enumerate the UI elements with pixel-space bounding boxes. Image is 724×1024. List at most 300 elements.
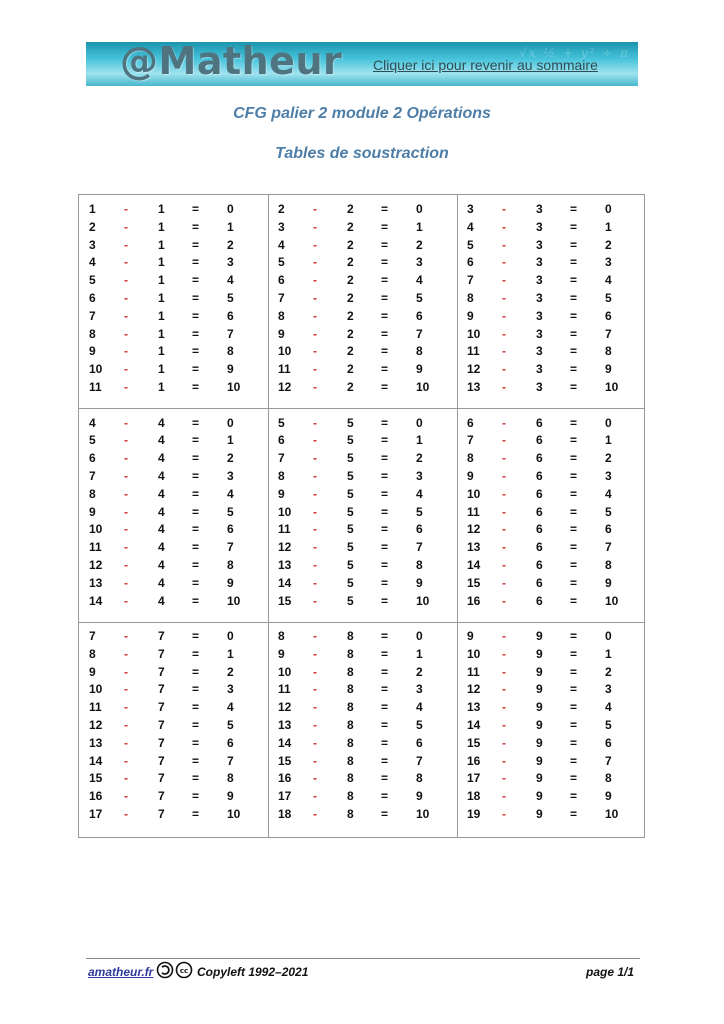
table-row <box>268 271 457 289</box>
difference: 4 <box>605 700 612 715</box>
table-row <box>268 218 457 236</box>
equals-sign: = <box>192 255 200 270</box>
equals-sign: = <box>192 326 200 341</box>
difference: 3 <box>227 682 234 697</box>
subtrahend: 7 <box>158 753 165 768</box>
table-row <box>457 253 646 271</box>
minuend: 17 <box>467 771 481 786</box>
difference: 1 <box>227 219 234 234</box>
equals-sign: = <box>570 629 578 643</box>
subtrahend: 7 <box>158 789 165 804</box>
subtrahend: 5 <box>347 486 354 501</box>
minuend: 16 <box>89 789 103 804</box>
equals-sign: = <box>570 575 578 590</box>
table-row <box>79 716 268 734</box>
table-row <box>79 342 268 360</box>
subtrahend: 3 <box>536 326 543 341</box>
equals-sign: = <box>381 682 389 697</box>
subtrahend: 7 <box>158 664 165 679</box>
minus-sign: - <box>124 540 128 555</box>
equals-sign: = <box>570 451 578 466</box>
table-row <box>268 289 457 307</box>
subtrahend: 6 <box>536 433 543 448</box>
table-row <box>268 253 457 271</box>
table-row <box>457 342 646 360</box>
page-title: CFG palier 2 module 2 Opérations <box>233 105 491 122</box>
minuend: 5 <box>89 433 96 448</box>
minus-sign: - <box>313 789 317 804</box>
minuend: 8 <box>89 326 96 341</box>
subtrahend: 5 <box>347 468 354 483</box>
subtrahend: 4 <box>158 433 165 448</box>
minuend: 3 <box>278 219 285 234</box>
equals-sign: = <box>381 273 389 288</box>
equals-sign: = <box>570 308 578 323</box>
minuend: 9 <box>467 629 474 643</box>
table-row <box>79 645 268 663</box>
equals-sign: = <box>381 522 389 537</box>
equals-sign: = <box>570 255 578 270</box>
difference: 9 <box>605 575 612 590</box>
table-row <box>79 431 268 449</box>
equals-sign: = <box>192 451 200 466</box>
table-row <box>79 449 268 467</box>
minuend: 13 <box>89 575 103 590</box>
table-row <box>268 787 457 805</box>
minuend: 10 <box>89 362 103 377</box>
equals-sign: = <box>192 540 200 555</box>
minus-sign: - <box>502 682 506 697</box>
difference: 5 <box>227 291 234 305</box>
difference: 2 <box>227 237 234 252</box>
subtrahend: 9 <box>536 664 543 679</box>
subtrahend: 2 <box>347 255 354 270</box>
subtrahend: 1 <box>158 380 165 394</box>
equals-sign: = <box>192 718 200 732</box>
minus-sign: - <box>502 451 506 466</box>
difference: 9 <box>227 575 234 590</box>
equals-sign: = <box>570 789 578 804</box>
difference: 1 <box>416 433 423 448</box>
difference: 3 <box>605 682 612 697</box>
table-row <box>457 289 646 307</box>
difference: 9 <box>605 789 612 804</box>
minuend: 9 <box>89 664 96 679</box>
minus-sign: - <box>124 718 128 732</box>
minus-sign: - <box>124 753 128 768</box>
table-1 <box>79 195 268 409</box>
subtrahend: 5 <box>347 593 354 608</box>
table-2 <box>268 195 457 409</box>
difference: 3 <box>416 682 423 697</box>
table-9 <box>457 622 646 836</box>
difference: 1 <box>227 646 234 661</box>
minuend: 4 <box>89 415 96 430</box>
page-number: page 1/1 <box>586 965 635 979</box>
minus-sign: - <box>124 646 128 661</box>
subtrahend: 2 <box>347 326 354 341</box>
table-row <box>457 752 646 770</box>
minus-sign: - <box>313 219 317 234</box>
table-row <box>79 574 268 592</box>
table-row <box>268 592 457 610</box>
minus-sign: - <box>124 237 128 252</box>
subtrahend: 4 <box>158 504 165 519</box>
equals-sign: = <box>381 807 389 821</box>
table-row <box>268 680 457 698</box>
table-row <box>268 645 457 663</box>
table-row <box>79 485 268 503</box>
equals-sign: = <box>570 433 578 448</box>
equals-sign: = <box>192 291 200 305</box>
equals-sign: = <box>192 593 200 608</box>
subtrahend: 8 <box>347 700 354 715</box>
table-row <box>457 680 646 698</box>
table-row <box>268 716 457 734</box>
minuend: 8 <box>278 629 285 643</box>
subtrahend: 3 <box>536 219 543 234</box>
minus-sign: - <box>124 291 128 305</box>
equals-sign: = <box>192 415 200 430</box>
equals-sign: = <box>570 735 578 750</box>
table-row <box>79 805 268 823</box>
subtrahend: 6 <box>536 557 543 572</box>
difference: 5 <box>227 718 234 732</box>
difference: 0 <box>605 629 612 643</box>
subtrahend: 4 <box>158 557 165 572</box>
minuend: 13 <box>278 718 292 732</box>
minus-sign: - <box>124 415 128 430</box>
table-row <box>79 734 268 752</box>
equals-sign: = <box>192 664 200 679</box>
subtrahend: 1 <box>158 255 165 270</box>
minus-sign: - <box>502 700 506 715</box>
table-row <box>79 325 268 343</box>
subtrahend: 9 <box>536 735 543 750</box>
difference: 5 <box>605 718 612 732</box>
subtrahend: 3 <box>536 291 543 305</box>
minuend: 3 <box>467 202 474 216</box>
subtrahend: 9 <box>536 629 543 643</box>
minus-sign: - <box>313 202 317 216</box>
minus-sign: - <box>313 522 317 537</box>
subtrahend: 8 <box>347 789 354 804</box>
subtrahend: 5 <box>347 522 354 537</box>
equals-sign: = <box>192 771 200 786</box>
equals-sign: = <box>570 415 578 430</box>
table-7 <box>79 622 268 836</box>
subtrahend: 1 <box>158 237 165 252</box>
table-row <box>79 592 268 610</box>
minus-sign: - <box>124 682 128 697</box>
minuend: 1 <box>89 202 96 216</box>
difference: 10 <box>416 380 430 394</box>
header-banner <box>86 42 638 86</box>
difference: 10 <box>416 807 430 821</box>
table-row <box>457 574 646 592</box>
equals-sign: = <box>570 344 578 359</box>
difference: 10 <box>227 807 241 821</box>
table-row <box>79 253 268 271</box>
table-8 <box>268 622 457 836</box>
minus-sign: - <box>502 344 506 359</box>
equals-sign: = <box>192 308 200 323</box>
equals-sign: = <box>192 753 200 768</box>
table-row <box>457 431 646 449</box>
minuend: 9 <box>89 504 96 519</box>
minuend: 15 <box>467 575 481 590</box>
difference: 1 <box>227 433 234 448</box>
site-link[interactable]: amatheur.fr <box>88 965 154 979</box>
subtrahend: 2 <box>347 380 354 394</box>
difference: 4 <box>605 486 612 501</box>
subtrahend: 7 <box>158 646 165 661</box>
difference: 6 <box>227 522 234 537</box>
minuend: 12 <box>278 540 292 555</box>
table-row <box>79 236 268 254</box>
difference: 5 <box>227 504 234 519</box>
equals-sign: = <box>570 486 578 501</box>
table-row <box>268 663 457 681</box>
minus-sign: - <box>313 380 317 394</box>
subtrahend: 4 <box>158 451 165 466</box>
minuend: 11 <box>467 504 480 519</box>
difference: 0 <box>227 629 234 643</box>
minus-sign: - <box>313 753 317 768</box>
equals-sign: = <box>570 664 578 679</box>
subtrahend: 7 <box>158 735 165 750</box>
equals-sign: = <box>381 575 389 590</box>
difference: 0 <box>416 415 423 430</box>
table-row <box>268 538 457 556</box>
difference: 8 <box>227 557 234 572</box>
table-4 <box>79 409 268 623</box>
equals-sign: = <box>192 362 200 377</box>
minuend: 2 <box>278 202 285 216</box>
equals-sign: = <box>192 789 200 804</box>
minuend: 14 <box>89 593 103 608</box>
table-row <box>79 289 268 307</box>
subtrahend: 4 <box>158 593 165 608</box>
difference: 10 <box>416 593 430 608</box>
difference: 7 <box>605 753 612 768</box>
equals-sign: = <box>192 557 200 572</box>
table-row <box>457 805 646 823</box>
minuend: 12 <box>467 682 481 697</box>
table-row <box>79 414 268 432</box>
equals-sign: = <box>192 486 200 501</box>
subtrahend: 2 <box>347 291 354 305</box>
difference: 10 <box>605 807 619 821</box>
minuend: 4 <box>467 219 474 234</box>
minuend: 6 <box>278 433 285 448</box>
table-row <box>79 538 268 556</box>
equals-sign: = <box>381 433 389 448</box>
difference: 2 <box>605 664 612 679</box>
table-row <box>268 769 457 787</box>
difference: 6 <box>605 735 612 750</box>
table-row <box>268 236 457 254</box>
equals-sign: = <box>192 433 200 448</box>
table-5 <box>268 409 457 623</box>
difference: 3 <box>227 468 234 483</box>
difference: 1 <box>605 433 612 448</box>
back-to-summary-link[interactable]: Cliquer ici pour revenir au sommaire <box>373 57 598 73</box>
minus-sign: - <box>502 468 506 483</box>
minus-sign: - <box>313 344 317 359</box>
minuend: 9 <box>278 486 285 501</box>
minuend: 14 <box>89 753 103 768</box>
minus-sign: - <box>502 415 506 430</box>
difference: 8 <box>605 344 612 359</box>
minuend: 14 <box>467 718 481 732</box>
minuend: 6 <box>89 291 96 305</box>
difference: 1 <box>416 646 423 661</box>
difference: 9 <box>227 789 234 804</box>
difference: 6 <box>416 735 423 750</box>
difference: 2 <box>605 237 612 252</box>
minuend: 11 <box>467 344 480 359</box>
subtrahend: 3 <box>536 237 543 252</box>
equals-sign: = <box>381 700 389 715</box>
difference: 7 <box>416 753 423 768</box>
minuend: 3 <box>89 237 96 252</box>
minus-sign: - <box>124 557 128 572</box>
minuend: 11 <box>89 700 102 715</box>
minuend: 7 <box>89 468 96 483</box>
subtrahend: 4 <box>158 522 165 537</box>
table-row <box>79 752 268 770</box>
difference: 7 <box>227 753 234 768</box>
difference: 8 <box>227 344 234 359</box>
minus-sign: - <box>313 646 317 661</box>
minus-sign: - <box>502 522 506 537</box>
equals-sign: = <box>192 237 200 252</box>
subtrahend: 8 <box>347 735 354 750</box>
table-row <box>79 680 268 698</box>
minus-sign: - <box>124 504 128 519</box>
minus-sign: - <box>502 291 506 305</box>
difference: 6 <box>605 308 612 323</box>
subtrahend: 9 <box>536 807 543 821</box>
equals-sign: = <box>570 557 578 572</box>
subtrahend: 6 <box>536 451 543 466</box>
difference: 10 <box>605 380 619 394</box>
equals-sign: = <box>192 735 200 750</box>
equals-sign: = <box>570 380 578 394</box>
minus-sign: - <box>502 326 506 341</box>
difference: 0 <box>227 415 234 430</box>
minuend: 6 <box>467 415 474 430</box>
minuend: 6 <box>278 273 285 288</box>
minus-sign: - <box>502 807 506 821</box>
minuend: 6 <box>467 255 474 270</box>
subtrahend: 7 <box>158 682 165 697</box>
difference: 7 <box>416 326 423 341</box>
minuend: 11 <box>467 664 480 679</box>
equals-sign: = <box>192 682 200 697</box>
equals-sign: = <box>570 718 578 732</box>
table-row <box>457 716 646 734</box>
difference: 4 <box>227 700 234 715</box>
minuend: 5 <box>278 255 285 270</box>
subtrahend: 2 <box>347 308 354 323</box>
subtrahend: 7 <box>158 629 165 643</box>
difference: 9 <box>416 789 423 804</box>
table-row <box>457 645 646 663</box>
equals-sign: = <box>192 646 200 661</box>
equals-sign: = <box>192 219 200 234</box>
minus-sign: - <box>502 202 506 216</box>
difference: 7 <box>227 326 234 341</box>
table-row <box>268 627 457 645</box>
equals-sign: = <box>570 646 578 661</box>
equals-sign: = <box>570 593 578 608</box>
table-row <box>79 627 268 645</box>
minuend: 10 <box>467 486 481 501</box>
table-row <box>268 467 457 485</box>
minuend: 13 <box>467 540 481 555</box>
equals-sign: = <box>381 468 389 483</box>
minus-sign: - <box>502 540 506 555</box>
equals-sign: = <box>381 219 389 234</box>
table-row <box>79 307 268 325</box>
equals-sign: = <box>381 291 389 305</box>
table-row <box>457 592 646 610</box>
equals-sign: = <box>192 629 200 643</box>
equals-sign: = <box>570 291 578 305</box>
difference: 1 <box>605 646 612 661</box>
difference: 7 <box>416 540 423 555</box>
minuend: 11 <box>278 362 291 377</box>
minuend: 19 <box>467 807 481 821</box>
difference: 9 <box>416 362 423 377</box>
minuend: 18 <box>467 789 481 804</box>
minus-sign: - <box>313 326 317 341</box>
minuend: 11 <box>278 682 291 697</box>
equals-sign: = <box>192 575 200 590</box>
subtrahend: 1 <box>158 291 165 305</box>
minuend: 10 <box>467 646 481 661</box>
minuend: 8 <box>467 291 474 305</box>
equals-sign: = <box>381 344 389 359</box>
minuend: 14 <box>278 575 292 590</box>
table-row <box>268 431 457 449</box>
minus-sign: - <box>124 344 128 359</box>
equals-sign: = <box>570 771 578 786</box>
difference: 0 <box>605 415 612 430</box>
creative-commons-icon <box>177 963 192 978</box>
minus-sign: - <box>313 629 317 643</box>
difference: 2 <box>605 451 612 466</box>
subtrahend: 5 <box>347 415 354 430</box>
difference: 0 <box>605 202 612 216</box>
minus-sign: - <box>124 308 128 323</box>
difference: 0 <box>227 202 234 216</box>
table-row <box>457 503 646 521</box>
equals-sign: = <box>381 415 389 430</box>
minuend: 8 <box>467 451 474 466</box>
minus-sign: - <box>124 362 128 377</box>
difference: 6 <box>416 522 423 537</box>
minus-sign: - <box>313 308 317 323</box>
difference: 4 <box>416 700 423 715</box>
minus-sign: - <box>124 575 128 590</box>
equals-sign: = <box>570 237 578 252</box>
difference: 3 <box>227 255 234 270</box>
minuend: 11 <box>278 522 291 537</box>
table-row <box>268 734 457 752</box>
